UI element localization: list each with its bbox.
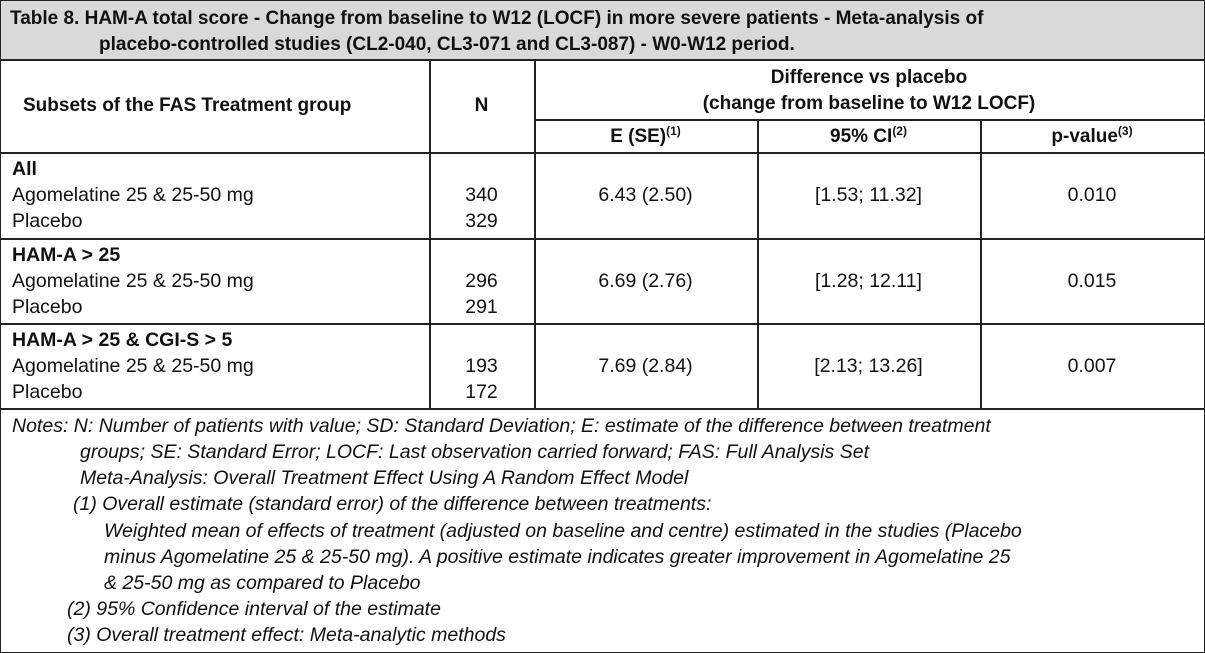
notes-line: minus Agomelatine 25 & 25-50 mg). A positive estimate indicates greater improvement in Agomelatine 25 [104,546,1011,568]
header-ci-text: 95% CI [830,126,893,147]
row-label: Placebo [12,296,83,318]
header-subsets: Subsets of the FAS Treatment group [23,95,352,116]
header-pval-sup: (3) [1117,124,1133,138]
confidence-interval: [2.13; 13.26] [814,355,923,377]
row-label: Placebo [12,210,83,232]
footnote-2: (2) 95% Confidence interval of the estimate [67,598,441,620]
footnote-1: (1) Overall estimate (standard error) of the difference between treatments: [73,493,712,515]
rule-group2-bottom [1,323,1204,325]
header-e-se-sup: (1) [666,124,681,138]
row-n: 291 [465,296,498,318]
row-label: Agomelatine 25 & 25-50 mg [12,184,254,206]
p-value: 0.010 [1067,184,1117,206]
notes-line: groups; SE: Standard Error; LOCF: Last observation carried forward; FAS: Full Analysis Set [80,441,869,463]
estimate-se: 6.43 (2.50) [598,184,693,206]
rule-subheader [534,119,1204,121]
header-pval-text: p-value [1051,126,1118,147]
p-value: 0.007 [1067,355,1117,377]
notes-line: Notes: N: Number of patients with value; SD: Standard Deviation; E: estimate of the difference between treatment [12,415,991,437]
header-ci-sup: (2) [892,124,907,138]
row-n: 329 [465,210,498,232]
header-n: N [474,95,489,116]
header-e-se-text: E (SE) [610,126,667,147]
header-pval [980,126,1204,148]
row-n: 172 [465,381,498,403]
rule-header-bottom [1,152,1204,154]
estimate-se: 7.69 (2.84) [598,355,693,377]
row-label: Agomelatine 25 & 25-50 mg [12,270,254,292]
row-label: Placebo [12,381,83,403]
group-name: All [12,158,37,180]
notes-line: Weighted mean of effects of treatment (adjusted on baseline and centre) estimated in the studies (Placebo [104,520,1022,542]
header-e-se [534,126,757,148]
group-name: HAM-A > 25 [12,244,121,266]
table-title-line2: placebo-controlled studies (CL2-040, CL3-071 and CL3-087) - W0-W12 period. [99,34,795,55]
header-diff-line1: Difference vs placebo [770,67,968,88]
row-label: Agomelatine 25 & 25-50 mg [12,355,254,377]
confidence-interval: [1.53; 11.32] [815,184,922,206]
p-value: 0.015 [1067,270,1117,292]
row-n: 193 [465,355,498,377]
estimate-se: 6.69 (2.76) [598,270,693,292]
confidence-interval: [1.28; 12.11] [815,270,922,292]
footnote-3: (3) Overall treatment effect: Meta-analytic methods [67,624,506,646]
notes-line: Meta-Analysis: Overall Treatment Effect Using A Random Effect Model [80,467,689,489]
notes-line: & 25-50 mg as compared to Placebo [104,572,421,594]
rule-group1-bottom [1,238,1204,240]
row-n: 296 [465,270,498,292]
table-title-line1: Table 8. HAM-A total score - Change from baseline to W12 (LOCF) in more severe patients - Meta-analysis of [10,8,984,29]
group-name: HAM-A > 25 & CGI-S > 5 [12,329,233,351]
table-caption [1,1,1204,61]
rule-group3-bottom [1,408,1204,410]
header-ci [757,126,980,148]
row-n: 340 [465,184,498,206]
header-diff-line2: (change from baseline to W12 LOCF) [702,93,1036,114]
